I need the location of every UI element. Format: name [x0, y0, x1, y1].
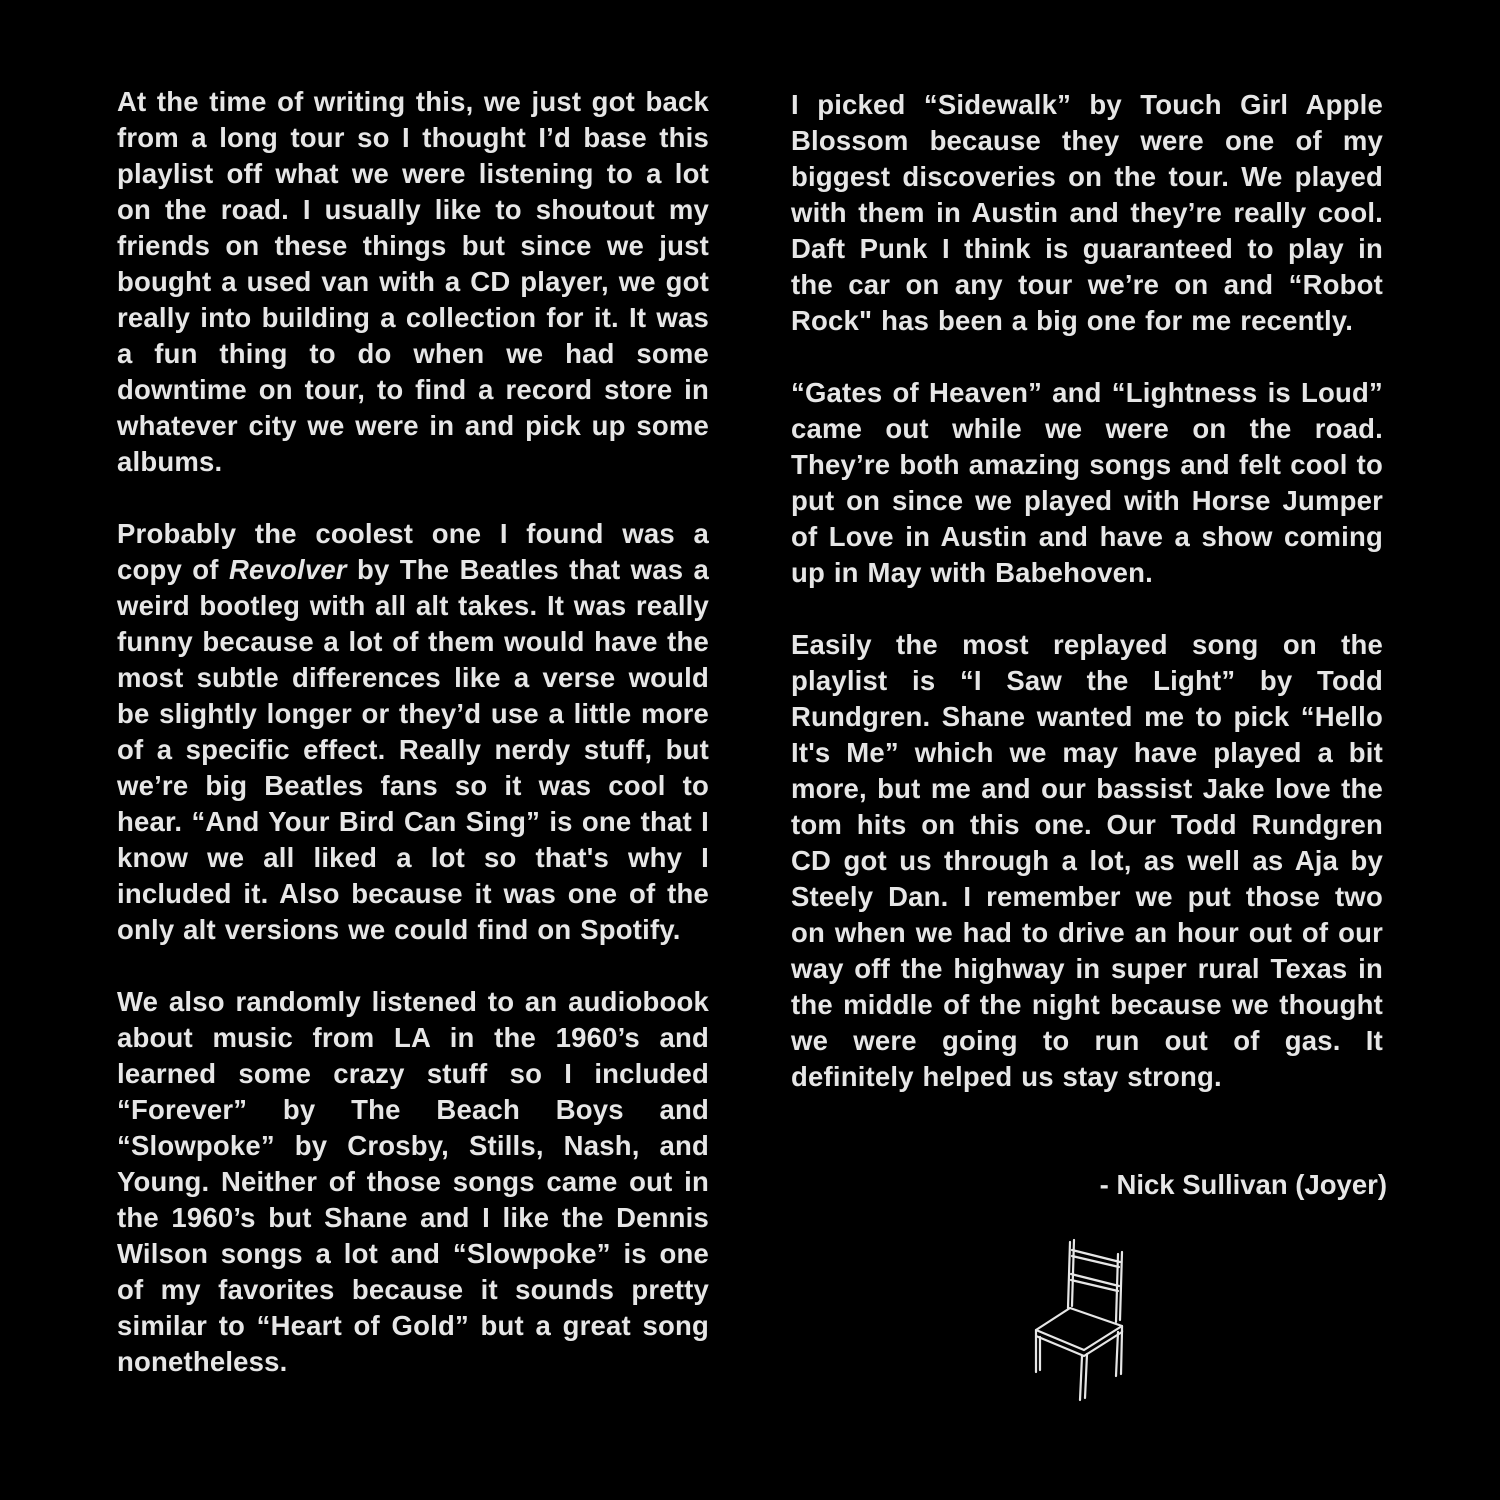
paragraph-audiobook: We also randomly listened to an audiobook about music from LA in the 1960’s and learned some crazy stuff so I included “Forever” by The Beach Boys and “Slowpoke” by Crosby, Stills, Nash, and Young. Neither of those songs came out in the 1960’s but Shane and I like the Dennis Wilson songs a lot and “Slowpoke” is one of my favorites because it sounds pretty similar to “Heart of Gold” but a great song nonetheless. — [117, 986, 709, 1377]
author-signature: - Nick Sullivan (Joyer) — [1099, 1169, 1387, 1200]
left-column — [117, 84, 709, 1416]
chair-sketch-icon — [1018, 1236, 1134, 1404]
paragraph-revolver-text-start: Probably the coolest one I found was a copy of — [117, 518, 709, 585]
paragraph-gates-of-heaven: “Gates of Heaven” and “Lightness is Loud” came out while we were on the road. They’re both amazing songs and felt cool to put on since we played with Horse Jumper of Love in Austin and have a show coming up in May with Babehoven. — [791, 377, 1383, 588]
paragraph-tour-intro: At the time of writing this, we just got back from a long tour so I thought I’d base this playlist off what we were listening to a lot on the road. I usually like to shoutout my friends on these things but since we just bought a used van with a CD player, we got really into building a collection for it. It was a fun thing to do when we had some downtime on tour, to find a record store in whatever city we were in and pick up some albums. — [117, 86, 709, 477]
right-column — [791, 87, 1383, 1131]
paragraph-revolver-text-end: by The Beatles that was a weird bootleg with all alt takes. It was really funny because a lot of them would have the most subtle differences like a verse would be slightly longer or they’d use a little more of a specific effect. Really nerdy stuff, but we’re big Beatles fans so it was cool to hear. “And Your Bird Can Sing” is one that I know we all liked a lot so that's why I included it. Also because it was one of the only alt versions we could find on Spotify. — [117, 554, 709, 945]
paragraph-sidewalk: I picked “Sidewalk” by Touch Girl Apple Blossom because they were one of my biggest discoveries on the tour. We played with them in Austin and they’re really cool. Daft Punk I think is guaranteed to play in the car on any tour we’re on and “Robot Rock" has been a big one for me recently. — [791, 89, 1383, 336]
paragraph-i-saw-the-light: Easily the most replayed song on the playlist is “I Saw the Light” by Todd Rundgren. Shane wanted me to pick “Hello It's Me” which we may have played a bit more, but me and our bassist Jake love the tom hits on this one. Our Todd Rundgren CD got us through a lot, as well as Aja by Steely Dan. I remember we put those two on when we had to drive an hour out of our way off the highway in super rural Texas in the middle of the night because we thought we were going to run out of gas. It definitely helped us stay strong. — [791, 629, 1383, 1092]
paragraph-revolver — [117, 516, 709, 948]
album-title-revolver: Revolver — [228, 554, 347, 585]
